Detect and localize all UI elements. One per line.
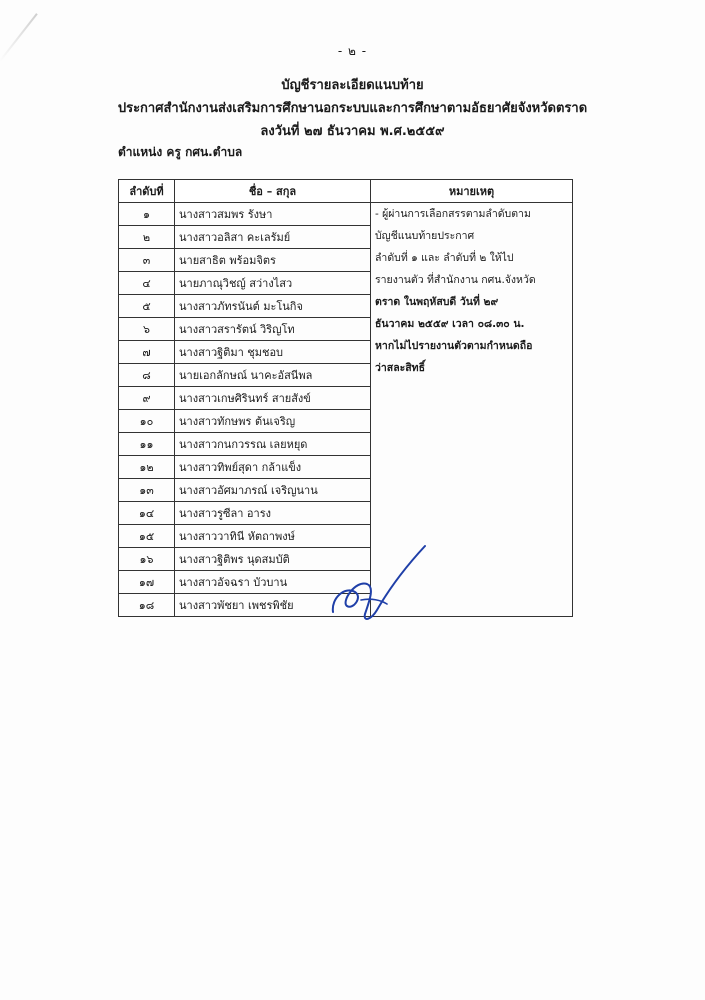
row-name-cell: นางสาวภัทรนันต์ มะโนกิจ [175, 295, 371, 318]
row-name-cell: นายเอกลักษณ์ นาคะอัสนีพล [175, 364, 371, 387]
position-label: ตำแหน่ง ครู กศน.ตำบล [118, 145, 243, 159]
row-name-cell: นางสาวพัชยา เพชรพิชัย [175, 594, 371, 617]
row-number-cell: ๑๔ [119, 502, 175, 525]
row-number-cell: ๑๘ [119, 594, 175, 617]
header-no: ลำดับที่ [119, 180, 175, 203]
row-number-cell: ๗ [119, 341, 175, 364]
row-number-cell: ๑๐ [119, 410, 175, 433]
row-number-cell: ๑ [119, 203, 175, 226]
remark-line: บัญชีแนบท้ายประกาศ [375, 230, 475, 242]
remark-line: รายงานตัว ที่สำนักงาน กศน.จังหวัด [375, 274, 536, 286]
row-name-cell: นางสาวอัศมาภรณ์ เจริญนาน [175, 479, 371, 502]
row-number-cell: ๕ [119, 295, 175, 318]
remark-line: ว่าสละสิทธิ์ [375, 362, 426, 374]
row-name-cell: นางสาวกนกวรรณ เลยหยุด [175, 433, 371, 456]
row-number-cell: ๑๑ [119, 433, 175, 456]
title-line-2: ประกาศสำนักงานส่งเสริมการศึกษานอกระบบและการศึกษาตามอัธยาศัยจังหวัดตราด [117, 101, 588, 116]
row-number-cell: ๔ [119, 272, 175, 295]
row-name-cell: นางสาวฐิติมา ชุมชอบ [175, 341, 371, 364]
row-number-cell: ๑๗ [119, 571, 175, 594]
remark-line: ธันวาคม ๒๕๕๙ เวลา ๐๘.๓๐ น. [375, 318, 525, 330]
page-number: - ๒ - [337, 44, 368, 58]
remark-line: หากไม่ไปรายงานตัวตามกำหนดถือ [375, 340, 533, 352]
row-name-cell: นางสาวอัจฉรา บัวบาน [175, 571, 371, 594]
title-date-line: ลงวันที่ ๒๗ ธันวาคม พ.ศ.๒๕๕๙ [260, 124, 445, 139]
remark-line: - ผู้ผ่านการเลือกสรรตามลำดับตาม [375, 208, 531, 220]
row-name-cell: นางสาวฐิติพร นุดสมบัติ [175, 548, 371, 571]
row-name-cell: นางสาวรูซีลา อารง [175, 502, 371, 525]
row-number-cell: ๑๓ [119, 479, 175, 502]
row-name-cell: นางสาวสรารัตน์ วิริญโท [175, 318, 371, 341]
title-line-1: บัญชีรายละเอียดแนบท้าย [281, 78, 424, 93]
row-name-cell: นางสาวทิพย์สุดา กล้าแข็ง [175, 456, 371, 479]
table-row [119, 203, 573, 226]
row-number-cell: ๑๖ [119, 548, 175, 571]
row-name-cell: นางสาวเกษศิรินทร์ สายสังข์ [175, 387, 371, 410]
row-number-cell: ๙ [119, 387, 175, 410]
remark-line: ลำดับที่ ๑ และ ลำดับที่ ๒ ให้ไป [375, 252, 514, 264]
header-remark: หมายเหตุ [371, 180, 573, 203]
row-name-cell: นางสาวสมพร รังษา [175, 203, 371, 226]
header-name: ชื่อ – สกุล [175, 180, 371, 203]
row-number-cell: ๑๒ [119, 456, 175, 479]
row-name-cell: นางสาววาทินี หัตถาพงษ์ [175, 525, 371, 548]
table-header-row [119, 180, 573, 203]
row-name-cell: นางสาวอลิสา คะเลรัมย์ [175, 226, 371, 249]
row-number-cell: ๓ [119, 249, 175, 272]
row-name-cell: นายสาธิต พร้อมจิตร [175, 249, 371, 272]
row-name-cell: นางสาวทักษพร ต้นเจริญ [175, 410, 371, 433]
row-number-cell: ๘ [119, 364, 175, 387]
row-number-cell: ๑๕ [119, 525, 175, 548]
signature-image [325, 540, 435, 630]
row-name-cell: นายภาณุวิชญ์ สว่างไสว [175, 272, 371, 295]
row-number-cell: ๒ [119, 226, 175, 249]
remark-line: ตราด ในพฤหัสบดี วันที่ ๒๙ [375, 296, 499, 308]
row-number-cell: ๖ [119, 318, 175, 341]
